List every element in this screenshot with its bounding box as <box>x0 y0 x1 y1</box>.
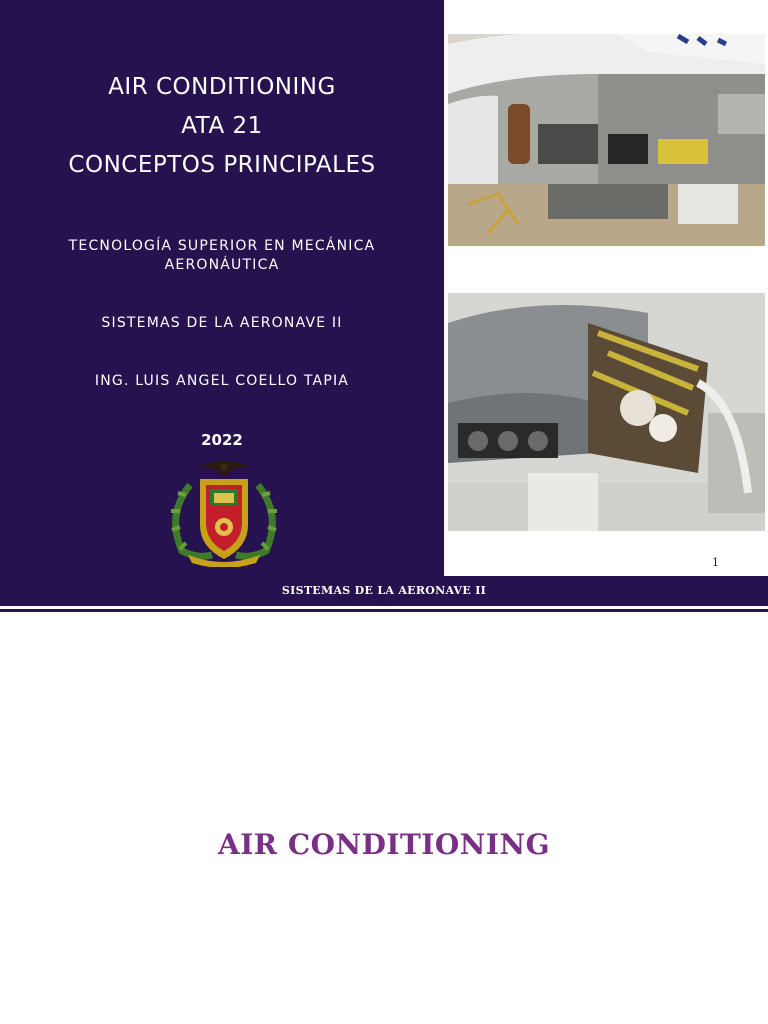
footer-divider <box>0 609 768 612</box>
page-number: 1 <box>712 556 719 569</box>
aircraft-ac-pack-photo <box>448 34 765 246</box>
section-heading: AIR CONDITIONING <box>217 828 550 861</box>
year: 2022 <box>201 431 243 449</box>
title-panel <box>0 0 444 576</box>
military-coat-of-arms-icon <box>160 455 288 567</box>
footer-text: SISTEMAS DE LA AERONAVE II <box>281 584 487 597</box>
program-line-1: TECNOLOGÍA SUPERIOR EN MECÁNICA <box>68 238 376 254</box>
title-line-2: ATA 21 <box>181 113 263 139</box>
title-line-1: AIR CONDITIONING <box>108 74 336 100</box>
aircraft-ac-bay-photo <box>448 293 765 531</box>
title-line-3: CONCEPTOS PRINCIPALES <box>68 152 376 178</box>
instructor-name: ING. LUIS ANGEL COELLO TAPIA <box>94 373 350 389</box>
slide-footer <box>0 576 768 606</box>
program-line-2: AERONÁUTICA <box>164 257 280 273</box>
course-name: SISTEMAS DE LA AERONAVE II <box>101 315 343 331</box>
